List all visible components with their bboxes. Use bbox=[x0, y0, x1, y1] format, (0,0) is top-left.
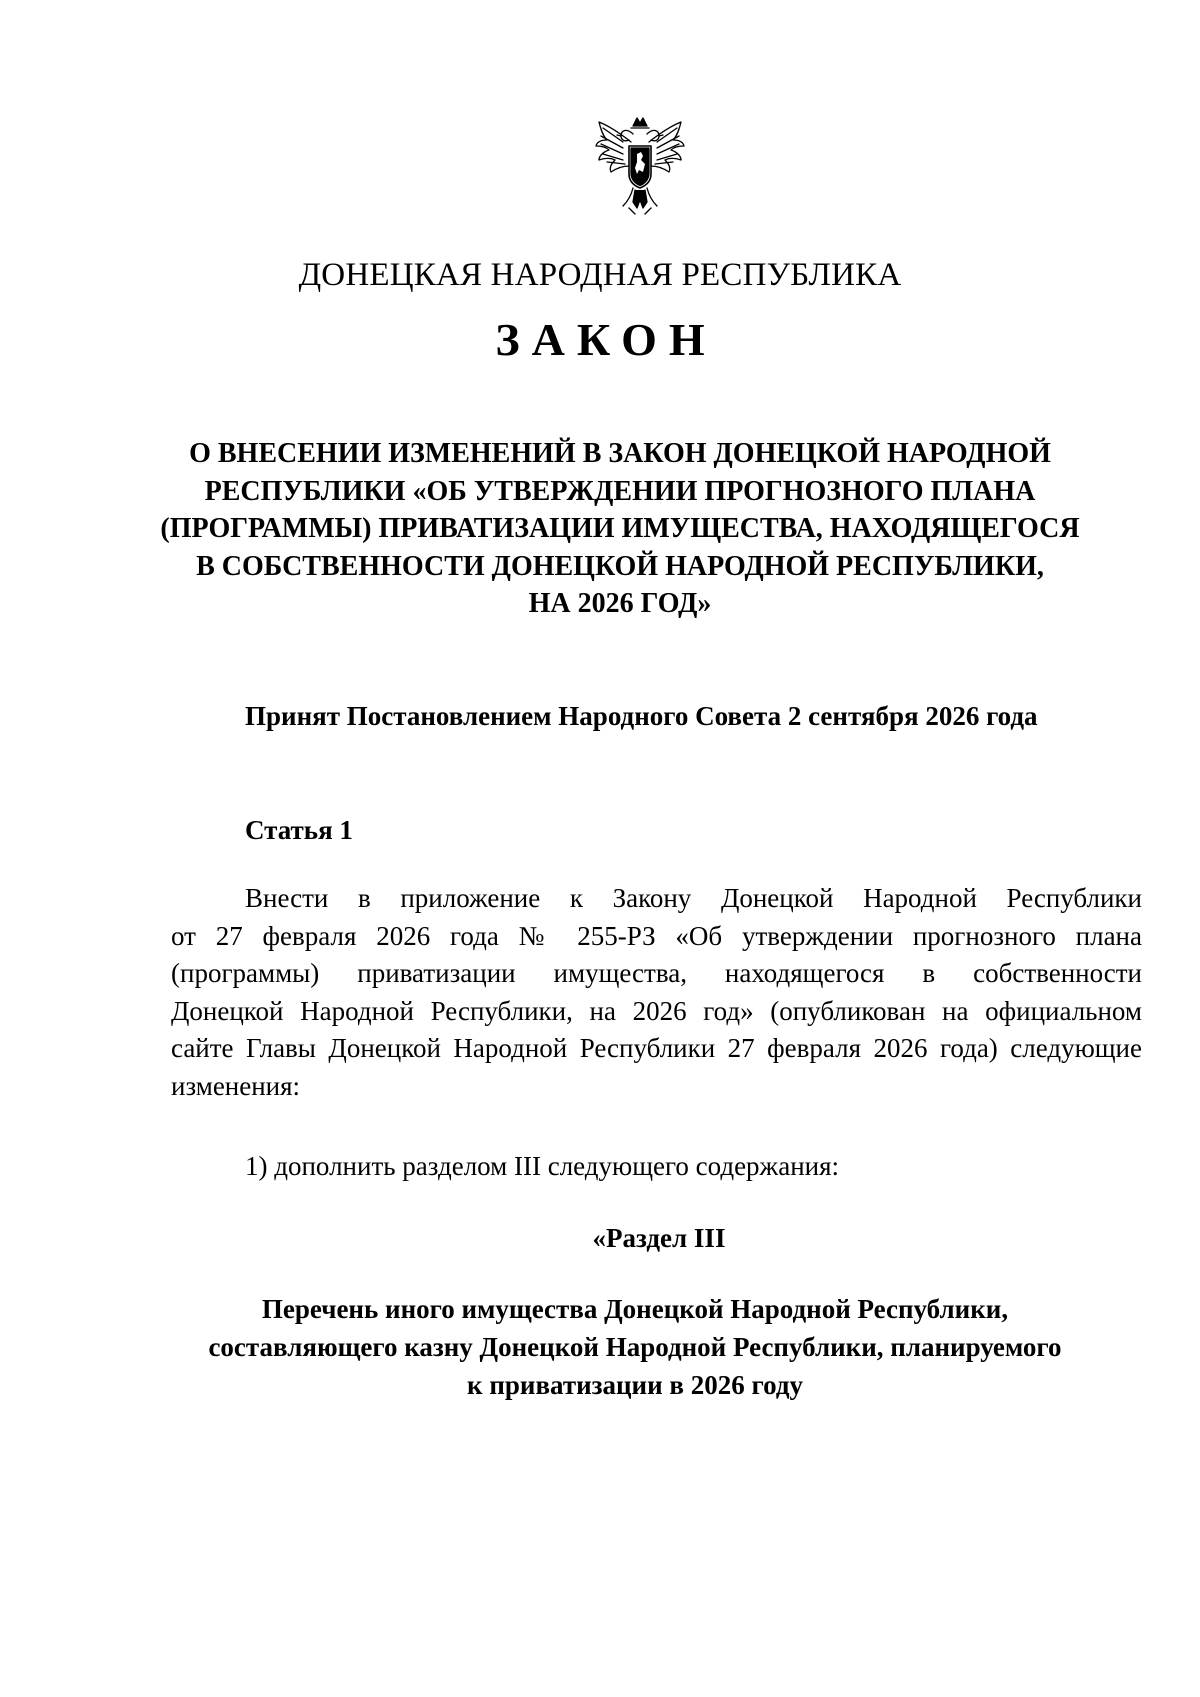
section-title-line: составляющего казну Донецкой Народной Республики, планируемого bbox=[208, 1332, 1062, 1362]
paragraph-line: Внести в приложение к Закону Донецкой Народной Республики bbox=[245, 883, 1142, 913]
paragraph-line: (программы) приватизации имущества, находящегося в собственности bbox=[171, 958, 1142, 988]
law-title-line: О ВНЕСЕНИИ ИЗМЕНЕНИЙ В ЗАКОН ДОНЕЦКОЙ НАРОДНОЙ bbox=[189, 438, 1051, 469]
law-title-line: В СОБСТВЕННОСТИ ДОНЕЦКОЙ НАРОДНОЙ РЕСПУБЛИКИ, bbox=[196, 550, 1044, 582]
section-title-line: к приватизации в 2026 году bbox=[467, 1370, 803, 1400]
law-title-line: (ПРОГРАММЫ) ПРИВАТИЗАЦИИ ИМУЩЕСТВА, НАХОДЯЩЕГОСЯ bbox=[160, 513, 1080, 544]
section-title-line: Перечень иного имущества Донецкой Народной Республики, bbox=[261, 1294, 1009, 1324]
republic-name: ДОНЕЦКАЯ НАРОДНАЯ РЕСПУБЛИКА bbox=[298, 257, 902, 293]
law-title-line: РЕСПУБЛИКИ «ОБ УТВЕРЖДЕНИИ ПРОГНОЗНОГО ПЛАНА bbox=[204, 475, 1036, 507]
document-type: ЗАКОН bbox=[495, 314, 717, 365]
paragraph-line: изменения: bbox=[171, 1070, 301, 1101]
paragraph-line: сайте Главы Донецкой Народной Республики 27 февраля 2026 года) следующие bbox=[171, 1033, 1142, 1063]
law-title bbox=[120, 435, 1120, 623]
paragraph-line: от 27 февраля 2026 года № 255-РЗ «Об утверждении прогнозного плана bbox=[171, 920, 1142, 951]
coat-of-arms-icon bbox=[593, 112, 687, 218]
article-heading: Статья 1 bbox=[245, 815, 353, 845]
section-heading: «Раздел III bbox=[592, 1223, 726, 1253]
adoption-statement: Принят Постановлением Народного Совета 2 сентября 2026 года bbox=[245, 701, 1038, 731]
list-item: 1) дополнить разделом III следующего содержания: bbox=[245, 1151, 840, 1181]
section-title bbox=[150, 1290, 1120, 1404]
law-title-line: НА 2026 ГОД» bbox=[528, 588, 712, 619]
article-paragraph bbox=[171, 880, 1142, 1105]
paragraph-line: Донецкой Народной Республики, на 2026 год» (опубликован на официальном bbox=[171, 995, 1142, 1026]
